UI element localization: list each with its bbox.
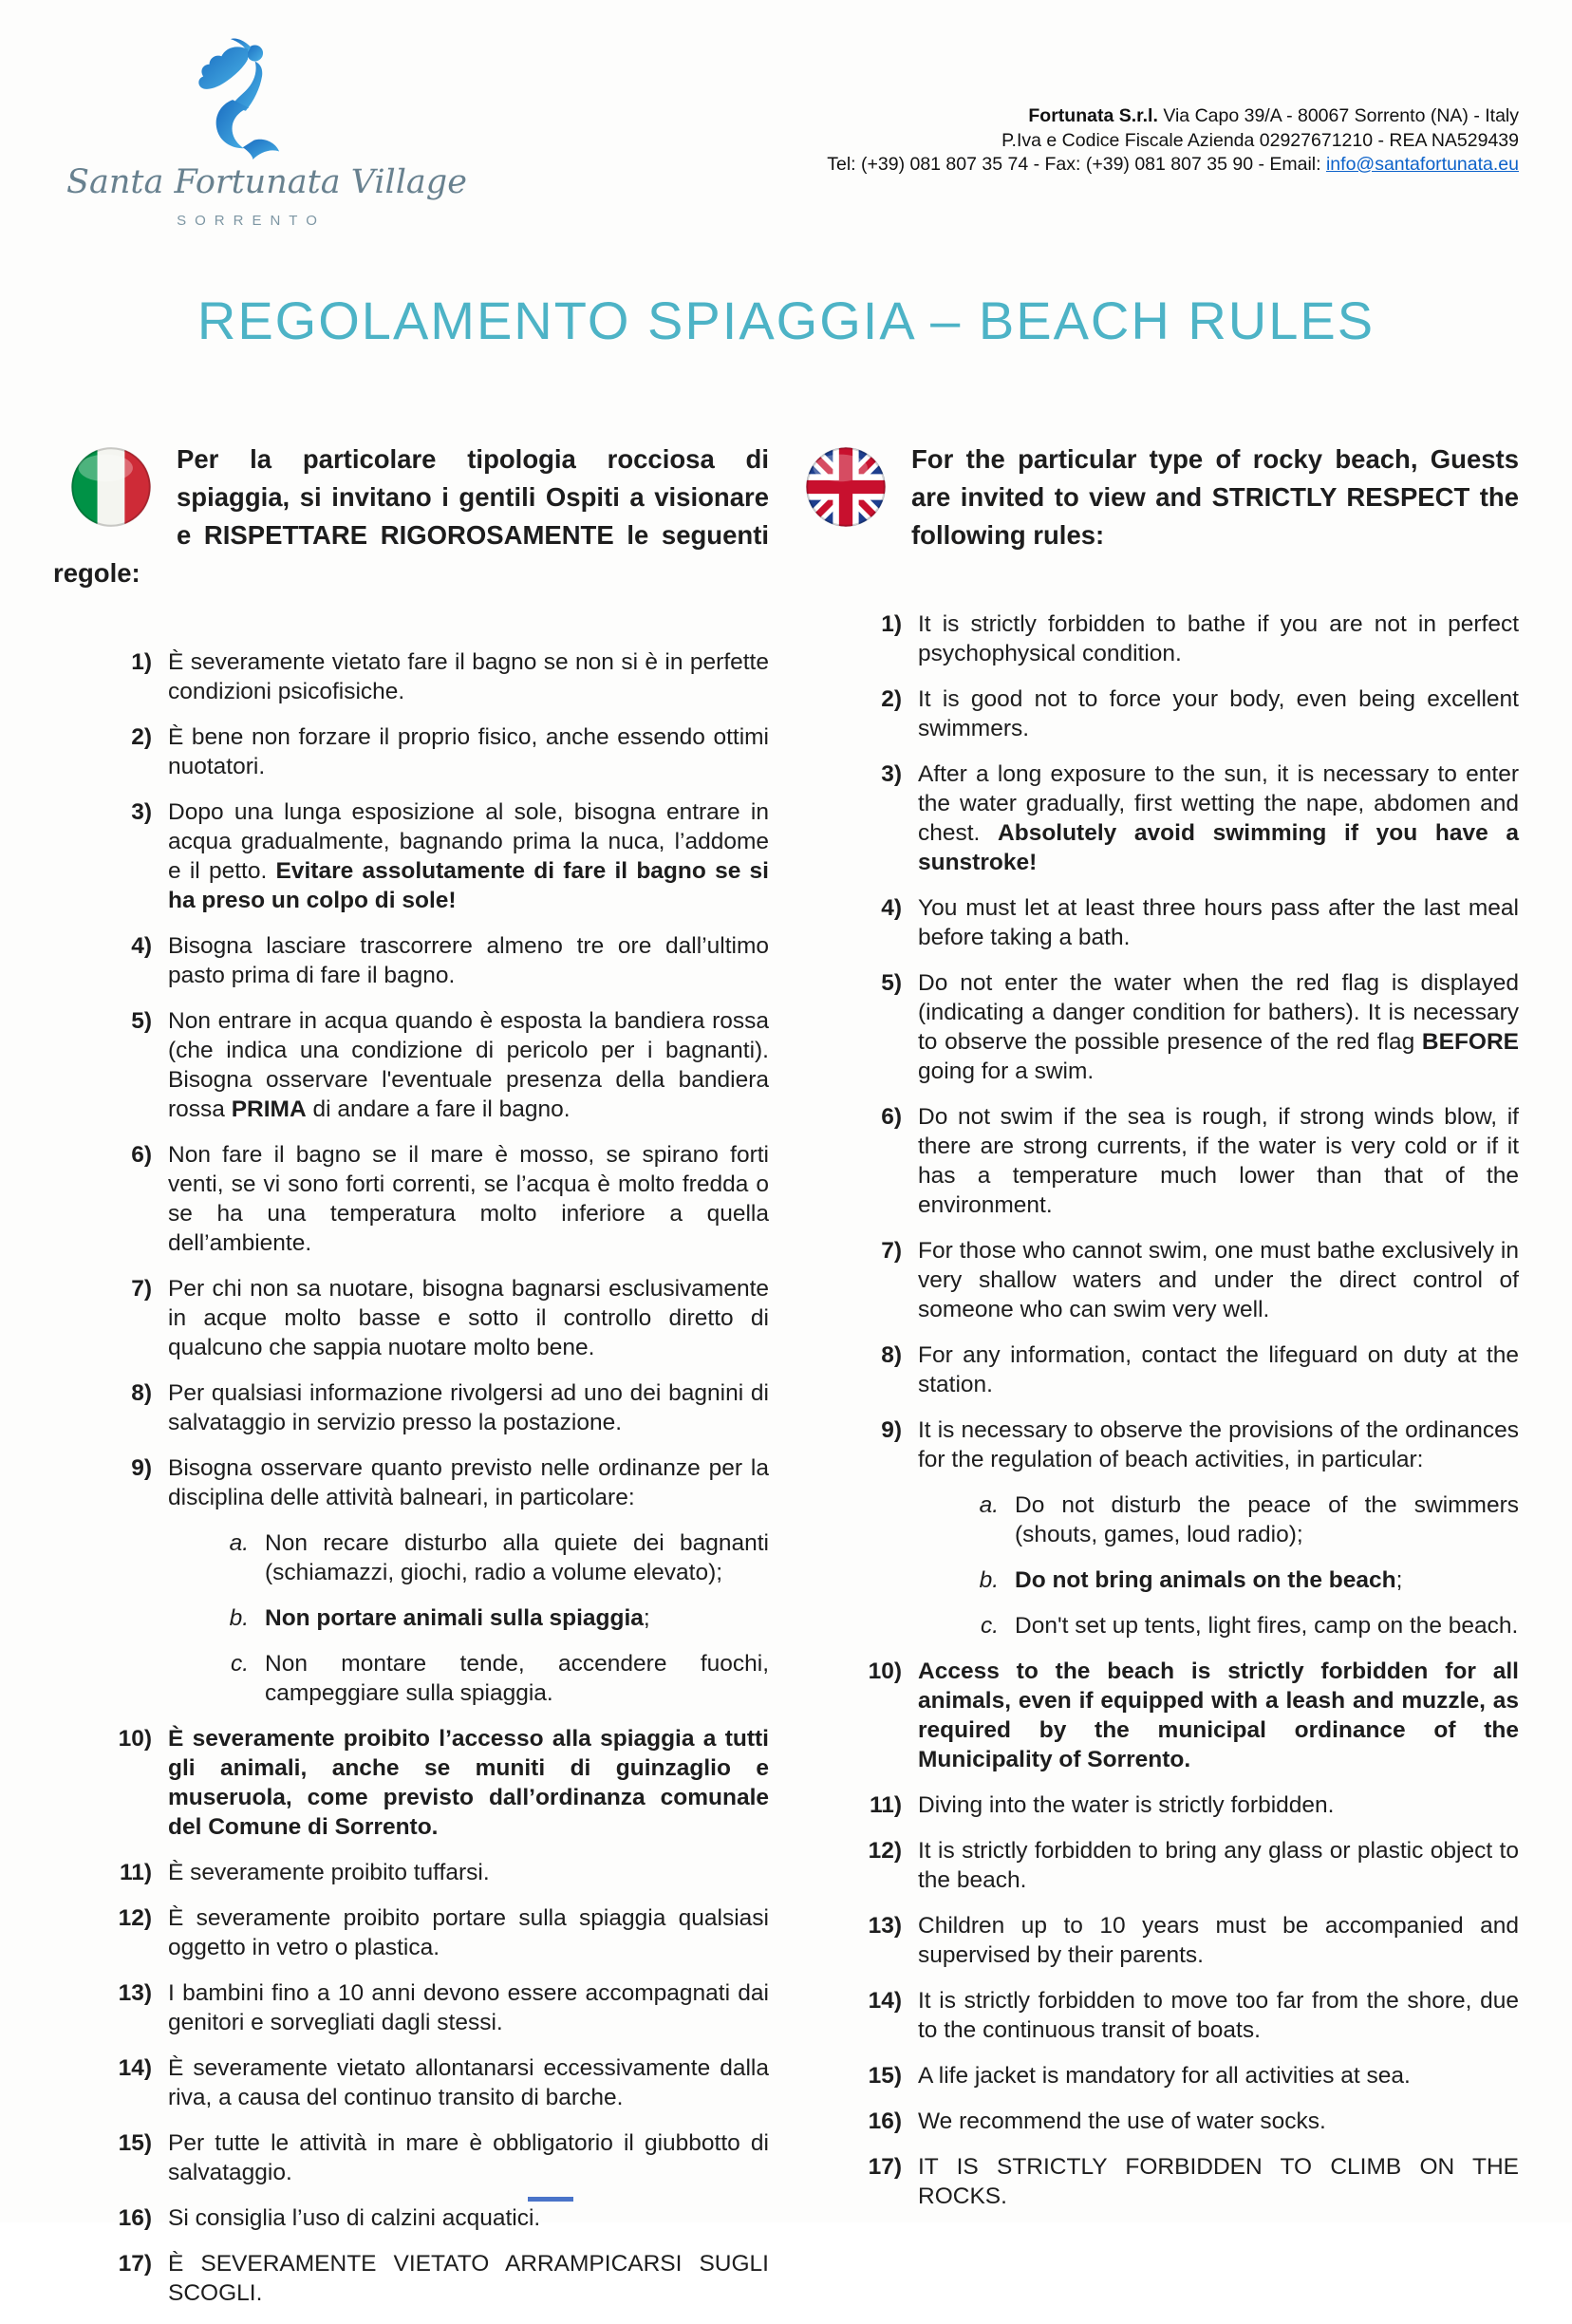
rule-text: Non montare tende, accendere fuochi, campeggiare sulla spiaggia.: [265, 1651, 769, 1706]
it-rule-a: [171, 1528, 769, 1587]
rule-number: 2): [881, 686, 902, 712]
rule-number: 4): [881, 895, 902, 921]
rule-text: IT IS STRICTLY FORBIDDEN TO CLIMB ON THE ROCKS.: [918, 2154, 1519, 2209]
rule-text: Per chi non sa nuotare, bisogna bagnarsi esclusivamente in acque molto basse e sotto il controllo diretto di qualcuno che sappia nuotare molto bene.: [168, 1276, 769, 1360]
rule-number: 13): [118, 1980, 152, 2006]
it-rule-15: [53, 2128, 769, 2187]
rule-text: Don't set up tents, light fires, camp on the beach.: [1015, 1613, 1519, 1639]
rule-number: 8): [881, 1342, 902, 1368]
mermaid-icon: [175, 38, 319, 159]
en-rule-a: [921, 1490, 1519, 1549]
rule-text: Per tutte le attività in mare è obbligatorio il giubbotto di salvataggio.: [168, 2130, 769, 2185]
rule-number: 8): [131, 1380, 152, 1406]
rule-number: 5): [131, 1008, 152, 1034]
rule-number: c.: [230, 1651, 249, 1677]
rule-number: 14): [868, 1988, 902, 2014]
rule-number: 1): [881, 611, 902, 637]
italy-flag-icon: [70, 446, 152, 528]
logo-subtitle: SORRENTO: [177, 213, 326, 229]
en-rule-14: [803, 1986, 1519, 2045]
rule-text: You must let at least three hours pass after the last meal before taking a bath.: [918, 895, 1519, 950]
rule-number: 2): [131, 724, 152, 750]
it-rule-3: [53, 797, 769, 915]
email-link[interactable]: info@santafortunata.eu: [1325, 154, 1519, 175]
intro-english-text: For the particular type of rocky beach, Guests are invited to view and STRICTLY RESPECT the following rules:: [911, 444, 1519, 550]
rule-text: It is good not to force your body, even being excellent swimmers.: [918, 686, 1519, 741]
rule-number: 11): [869, 1792, 902, 1818]
rule-number: 10): [868, 1659, 902, 1684]
rule-text: Do not enter the water when the red flag is displayed (indicating a danger condition for bathers). It is necessary to observe the possible presence of the red flag BEFORE going for a swim.: [918, 970, 1519, 1084]
rule-number: c.: [980, 1613, 999, 1639]
header: [0, 0, 1572, 229]
company-address: Via Capo 39/A - 80067 Sorrento (NA) - Italy: [1157, 105, 1519, 126]
en-rule-15: [803, 2061, 1519, 2090]
en-rule-6: [803, 1102, 1519, 1220]
rule-text: For any information, contact the lifeguard on duty at the station.: [918, 1342, 1519, 1397]
rule-text: It is strictly forbidden to move too far from the shore, due to the continuous transit of boats.: [918, 1988, 1519, 2043]
rule-text: Bisogna osservare quanto previsto nelle ordinanze per la disciplina delle attività balneari, in particolare:: [168, 1455, 769, 1510]
rule-text: A life jacket is mandatory for all activities at sea.: [918, 2063, 1411, 2089]
company-name: Fortunata S.r.l.: [1028, 105, 1158, 126]
it-rule-1: [53, 647, 769, 706]
rule-number: b.: [229, 1605, 249, 1631]
rule-number: 12): [118, 1905, 152, 1931]
rule-text: Do not disturb the peace of the swimmers (shouts, games, loud radio);: [1015, 1492, 1519, 1547]
rule-text: Children up to 10 years must be accompanied and supervised by their parents.: [918, 1913, 1519, 1968]
footer-mark: [528, 2197, 573, 2202]
rule-text: È bene non forzare il proprio fisico, anche essendo ottimi nuotatori.: [168, 724, 769, 779]
rule-text: Diving into the water is strictly forbidden.: [918, 1792, 1335, 1818]
italian-column: [53, 440, 769, 2324]
rule-number: 6): [131, 1142, 152, 1168]
intro-italian-text: Per la particolare tipologia rocciosa di spiaggia, si invitano i gentili Ospiti a visionare e RISPETTARE RIGOROSAMENTE le seguenti regole:: [53, 444, 769, 588]
it-rule-5: [53, 1006, 769, 1124]
rule-text: Non recare disturbo alla quiete dei bagnanti (schiamazzi, giochi, radio a volume elevato);: [265, 1530, 769, 1585]
it-rule-6: [53, 1140, 769, 1258]
it-rule-7: [53, 1274, 769, 1362]
en-rule-10: [803, 1657, 1519, 1774]
rule-number: 16): [868, 2108, 902, 2134]
english-column: [803, 440, 1519, 2324]
rule-number: 15): [868, 2063, 902, 2089]
rule-text: It is strictly forbidden to bathe if you are not in perfect psychophysical condition.: [918, 611, 1519, 666]
rule-number: 17): [868, 2154, 902, 2180]
en-rule-12: [803, 1836, 1519, 1895]
it-rule-b: [171, 1603, 769, 1633]
rule-text: Per qualsiasi informazione rivolgersi ad uno dei bagnini di salvataggio in servizio presso la postazione.: [168, 1380, 769, 1435]
en-rule-2: [803, 684, 1519, 743]
rule-text: Dopo una lunga esposizione al sole, bisogna entrare in acqua gradualmente, bagnando prima la nuca, l’addome e il petto. Evitare assolutamente di fare il bagno se si ha preso un colpo di sole!: [168, 799, 769, 913]
en-rule-5: [803, 968, 1519, 1086]
it-rule-17: [53, 2249, 769, 2308]
rule-text: Non entrare in acqua quando è esposta la bandiera rossa (che indica una condizione di pericolo per i bagnanti). Bisogna osservare l'eventuale presenza della bandiera rossa PRIMA di andare a fare il bagno.: [168, 1008, 769, 1122]
logo: [66, 38, 467, 229]
rule-text: We recommend the use of water socks.: [918, 2108, 1326, 2134]
it-rule-16: [53, 2203, 769, 2233]
it-rule-14: [53, 2053, 769, 2112]
rule-text: È severamente vietato fare il bagno se non si è in perfette condizioni psicofisiche.: [168, 649, 769, 704]
rule-number: 6): [881, 1104, 902, 1130]
rule-number: 3): [881, 761, 902, 787]
rule-text: Do not bring animals on the beach;: [1015, 1567, 1403, 1593]
rule-text: Si consiglia l’uso di calzini acquatici.: [168, 2205, 541, 2231]
rule-text: It is strictly forbidden to bring any glass or plastic object to the beach.: [918, 1838, 1519, 1893]
rule-number: 7): [131, 1276, 152, 1302]
rule-text: I bambini fino a 10 anni devono essere accompagnati dai genitori e sorvegliati dagli stessi.: [168, 1980, 769, 2035]
rules-list-english: [803, 609, 1519, 2211]
rule-text: È severamente vietato allontanarsi eccessivamente dalla riva, a causa del continuo transito di barche.: [168, 2055, 769, 2110]
it-rule-13: [53, 1978, 769, 2037]
rule-text: It is necessary to observe the provisions of the ordinances for the regulation of beach activities, in particular:: [918, 1417, 1519, 1472]
it-rule-9: [53, 1453, 769, 1512]
rules-columns: [0, 440, 1572, 2324]
en-rule-13: [803, 1911, 1519, 1970]
it-rule-11: [53, 1858, 769, 1887]
it-rule-2: [53, 722, 769, 781]
rule-number: 14): [118, 2055, 152, 2081]
rule-number: a.: [229, 1530, 249, 1556]
rule-text: È severamente proibito l’accesso alla spiaggia a tutti gli animali, anche se muniti di guinzaglio e museruola, come previsto dall’ordinanza comunale del Comune di Sorrento.: [168, 1726, 769, 1840]
en-rule-11: [803, 1790, 1519, 1820]
rule-number: 9): [881, 1417, 902, 1443]
rule-number: 15): [118, 2130, 152, 2156]
rule-text: After a long exposure to the sun, it is necessary to enter the water gradually, first wetting the nape, abdomen and chest. Absolutely avoid swimming if you have a sunstroke!: [918, 761, 1519, 875]
rule-text: Access to the beach is strictly forbidden for all animals, even if equipped with a leash and muzzle, as required by the municipal ordinance of the Municipality of Sorrento.: [918, 1659, 1519, 1772]
rule-number: 11): [119, 1860, 152, 1885]
it-rule-4: [53, 931, 769, 990]
en-rule-4: [803, 893, 1519, 952]
rule-text: For those who cannot swim, one must bathe exclusively in very shallow waters and under the direct control of someone who can swim very well.: [918, 1238, 1519, 1322]
en-rule-16: [803, 2107, 1519, 2136]
rule-number: 1): [131, 649, 152, 675]
company-phone-fax: Tel: (+39) 081 807 35 74 - Fax: (+39) 081 807 35 90 - Email:: [827, 154, 1326, 175]
rule-number: 9): [131, 1455, 152, 1481]
en-rule-9: [803, 1415, 1519, 1474]
company-line-1: [827, 104, 1519, 129]
rule-number: 13): [868, 1913, 902, 1939]
company-info: [827, 104, 1519, 178]
rule-number: 10): [118, 1726, 152, 1752]
en-rule-8: [803, 1340, 1519, 1399]
page-title: REGOLAMENTO SPIAGGIA – BEACH RULES: [196, 290, 1376, 350]
rule-number: b.: [979, 1567, 999, 1593]
rule-number: 5): [881, 970, 902, 996]
en-rule-17: [803, 2152, 1519, 2211]
logo-name: Santa Fortunata Village: [66, 163, 467, 201]
uk-flag-icon: [805, 446, 887, 528]
company-contact-line: [827, 153, 1519, 178]
it-rule-c: [171, 1649, 769, 1708]
rule-text: Non fare il bagno se il mare è mosso, se spirano forti venti, se vi sono forti correnti, se l’acqua è molto fredda o se ha una temperatura molto inferiore a quella dell’ambiente.: [168, 1142, 769, 1256]
rule-text: È SEVERAMENTE VIETATO ARRAMPICARSI SUGLI SCOGLI.: [168, 2251, 769, 2306]
rule-text: Non portare animali sulla spiaggia;: [265, 1605, 650, 1631]
rule-number: a.: [979, 1492, 999, 1518]
en-rule-b: [921, 1565, 1519, 1595]
it-rule-12: [53, 1903, 769, 1962]
en-rule-c: [921, 1611, 1519, 1640]
en-rule-7: [803, 1236, 1519, 1324]
rule-number: 7): [881, 1238, 902, 1264]
rule-number: 16): [118, 2205, 152, 2231]
rules-list-italian: [53, 647, 769, 2308]
rule-text: Do not swim if the sea is rough, if strong winds blow, if there are strong currents, if the water is very cold or if it has a temperature much lower than that of the environment.: [918, 1104, 1519, 1218]
it-rule-8: [53, 1378, 769, 1437]
intro-english: [803, 440, 1519, 554]
rule-number: 17): [118, 2251, 152, 2277]
rule-text: Bisogna lasciare trascorrere almeno tre ore dall’ultimo pasto prima di fare il bagno.: [168, 933, 769, 988]
rule-number: 12): [868, 1838, 902, 1864]
it-rule-10: [53, 1724, 769, 1842]
en-rule-1: [803, 609, 1519, 668]
rule-number: 4): [131, 933, 152, 959]
rule-text: È severamente proibito tuffarsi.: [168, 1860, 490, 1885]
company-vat-line: P.Iva e Codice Fiscale Azienda 02927671210 - REA NA529439: [1001, 129, 1519, 151]
rule-text: È severamente proibito portare sulla spiaggia qualsiasi oggetto in vetro o plastica.: [168, 1905, 769, 1960]
rule-number: 3): [131, 799, 152, 825]
en-rule-3: [803, 759, 1519, 877]
intro-italian: [53, 440, 769, 592]
